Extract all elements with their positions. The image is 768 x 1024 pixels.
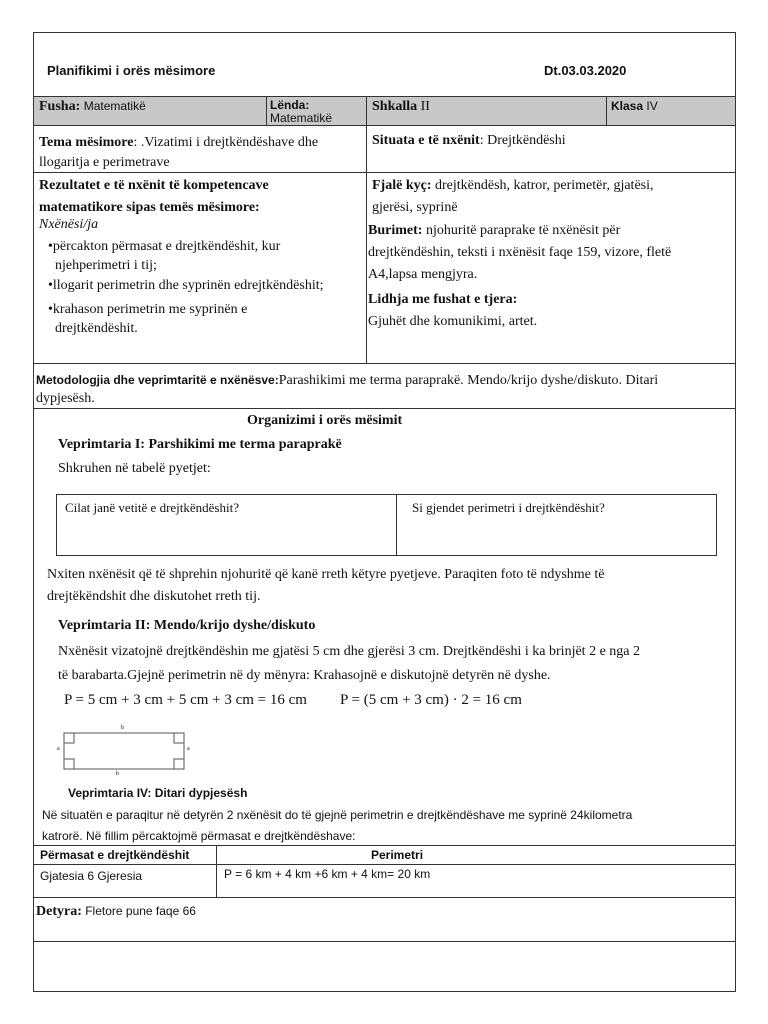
page-title: Planifikimi i orës mësimore [47, 63, 216, 78]
table-header-permasat: Përmasat e drejtkëndëshit [40, 848, 190, 862]
table-cell-permasat: Gjatesia 6 Gjeresia [40, 869, 143, 883]
burimet: Burimet: njohuritë paraprake të nxënësit për drejtkëndëshin, teksti i nxënësit faqe 159, vizore, fletë A4,lapsa mengjyra. [368, 223, 672, 282]
tema-mesimore: Tema mësimore: .Vizatimi i drejtkëndëshave dhe llogaritja e perimetrave [39, 135, 319, 170]
detyra: Detyra: Fletore pune faqe 66 [36, 904, 196, 919]
lesson-plan-page [33, 32, 736, 992]
paragraph-1: Nxiten nxënësit që të shprehin njohuritë që kanë rreth këtyre pyetjeve. Paraqiten foto të ndyshme të drejtëkëndshit dhe diskutohet rreth tij. [47, 567, 605, 604]
lidhja-me-fushat: Lidhja me fushat e tjera: Gjuhët dhe komunikimi, artet. [368, 292, 538, 329]
veprimtaria-1-text: Shkruhen në tabelë pyetjet: [58, 461, 211, 476]
rezultatet-item-3: •krahason perimetrin me syprinën e drejtkëndëshit. [48, 302, 248, 336]
figure-label-left: a [57, 746, 60, 752]
figure-label-top: b [121, 725, 124, 731]
organizimi-title: Organizimi i orës mësimit [247, 413, 403, 428]
question-2: Si gjendet perimetri i drejtkëndëshit? [412, 500, 605, 515]
formula-1: P = 5 cm + 3 cm + 5 cm + 3 cm = 16 cm [64, 692, 307, 708]
lenda-field: Lënda: Matematikë [270, 98, 333, 125]
veprimtaria-4-title: Veprimtaria IV: Ditari dypjesësh [68, 786, 248, 800]
formula-2: P = (5 cm + 3 cm) · 2 = 16 cm [340, 692, 522, 708]
figure-label-bottom: b [116, 771, 119, 777]
page-date: Dt.03.03.2020 [544, 63, 627, 78]
rezultatet-item-1: •përcakton përmasat e drejtkëndëshit, kur njehperimetri i tij; [48, 239, 281, 273]
fusha-field: Fusha: Matematikë [39, 99, 146, 114]
fjale-kyc: Fjalë kyç: drejtkëndësh, katror, perimetër, gjatësi, gjerësi, syprinë [372, 178, 654, 215]
table-header-perimetri: Perimetri [371, 848, 424, 862]
figure-label-right: a [187, 746, 190, 752]
shkalla-field: Shkalla II [372, 99, 430, 114]
paragraph-4: Në situatën e paraqitur në detyrën 2 nxënësit do të gjejnë perimetrin e drejtkëndëshave me syprinë 24kilometra katrorë. Në fillim përcaktojmë përmasat e drejtkëndëshave: [42, 808, 633, 843]
question-1: Cilat janë vetitë e drejtkëndëshit? [65, 500, 239, 515]
rezultatet-item-2: •llogarit perimetrin dhe syprinën edrejtkëndëshit; [48, 278, 324, 293]
veprimtaria-1-title: Veprimtaria I: Parshikimi me terma paraprakë [58, 437, 342, 452]
rezultatet-title: Rezultatet e të nxënit të kompetencave matematikore sipas temës mësimore: [39, 178, 269, 215]
situata-e-te-nxenit: Situata e të nxënit: Drejtkëndëshi [372, 133, 566, 148]
table-cell-perimetri: P = 6 km + 4 km +6 km + 4 km= 20 km [224, 867, 431, 881]
paragraph-2: Nxënësit vizatojnë drejtkëndëshin me gjatësi 5 cm dhe gjerësi 3 cm. Drejtkëndëshi i ka brinjët 2 e nga 2 të barabarta.Gjejnë perimetrin në dy mënyra: Krahasojnë e diskutojnë detyrën në dyshe. [58, 644, 640, 683]
rectangle-figure [56, 725, 196, 777]
rezultatet-subtitle: Nxënësi/ja [39, 217, 99, 232]
metodologjia: Metodologjia dhe veprimtaritë e nxënësve:Parashikimi me terma paraprakë. Mendo/krijo dyshe/diskuto. Ditari dypjesësh. [36, 373, 659, 406]
klasa-field: Klasa IV [611, 99, 658, 113]
veprimtaria-2-title: Veprimtaria II: Mendo/krijo dyshe/diskuto [58, 618, 316, 633]
